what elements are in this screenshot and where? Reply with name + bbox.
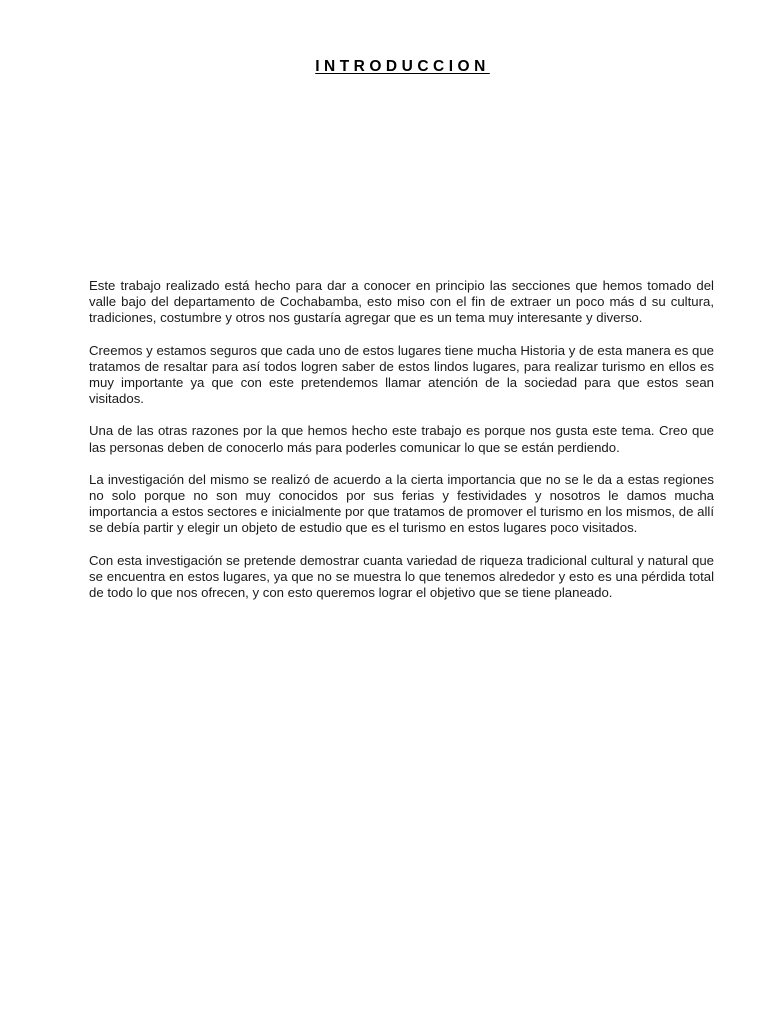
body-text	[89, 278, 714, 617]
page-title: INTRODUCCION	[315, 58, 490, 75]
paragraph-4: La investigación del mismo se realizó de acuerdo a la cierta importancia que no se le da a estas regiones no solo porque no son muy conocidos por sus ferias y festividades y nosotros le damos mucha importancia a estos sectores e inicialmente por que tratamos de promover el turismo en los mismos, de allí se debía partir y elegir un objeto de estudio que es el turismo en estos lugares poco visitados.	[89, 471, 714, 536]
paragraph-3: Una de las otras razones por la que hemos hecho este trabajo es porque nos gusta este tema. Creo que las personas deben de conocerlo más para poderles comunicar lo que se están perdiendo.	[89, 423, 714, 455]
paragraph-1: Este trabajo realizado está hecho para dar a conocer en principio las secciones que hemos tomado del valle bajo del departamento de Cochabamba, esto miso con el fin de extraer un poco más d su cultura, tradiciones, costumbre y otros nos gustaría agregar que es un tema muy interesante y diverso.	[89, 278, 714, 326]
paragraph-5: Con esta investigación se pretende demostrar cuanta variedad de riqueza tradicional cultural y natural que se encuentra en estos lugares, ya que no se muestra lo que tenemos alrededor y esto es una pérdida total de todo lo que nos ofrecen, y con esto queremos lograr el objetivo que se tiene planeado.	[89, 552, 714, 601]
paragraph-2: Creemos y estamos seguros que cada uno de estos lugares tiene mucha Historia y de esta manera es que tratamos de resaltar para así todos logren saber de estos lindos lugares, para realizar turismo en ellos es muy importante ya que con este pretendemos llamar atención de la sociedad para que estos sean visitados.	[89, 342, 714, 407]
